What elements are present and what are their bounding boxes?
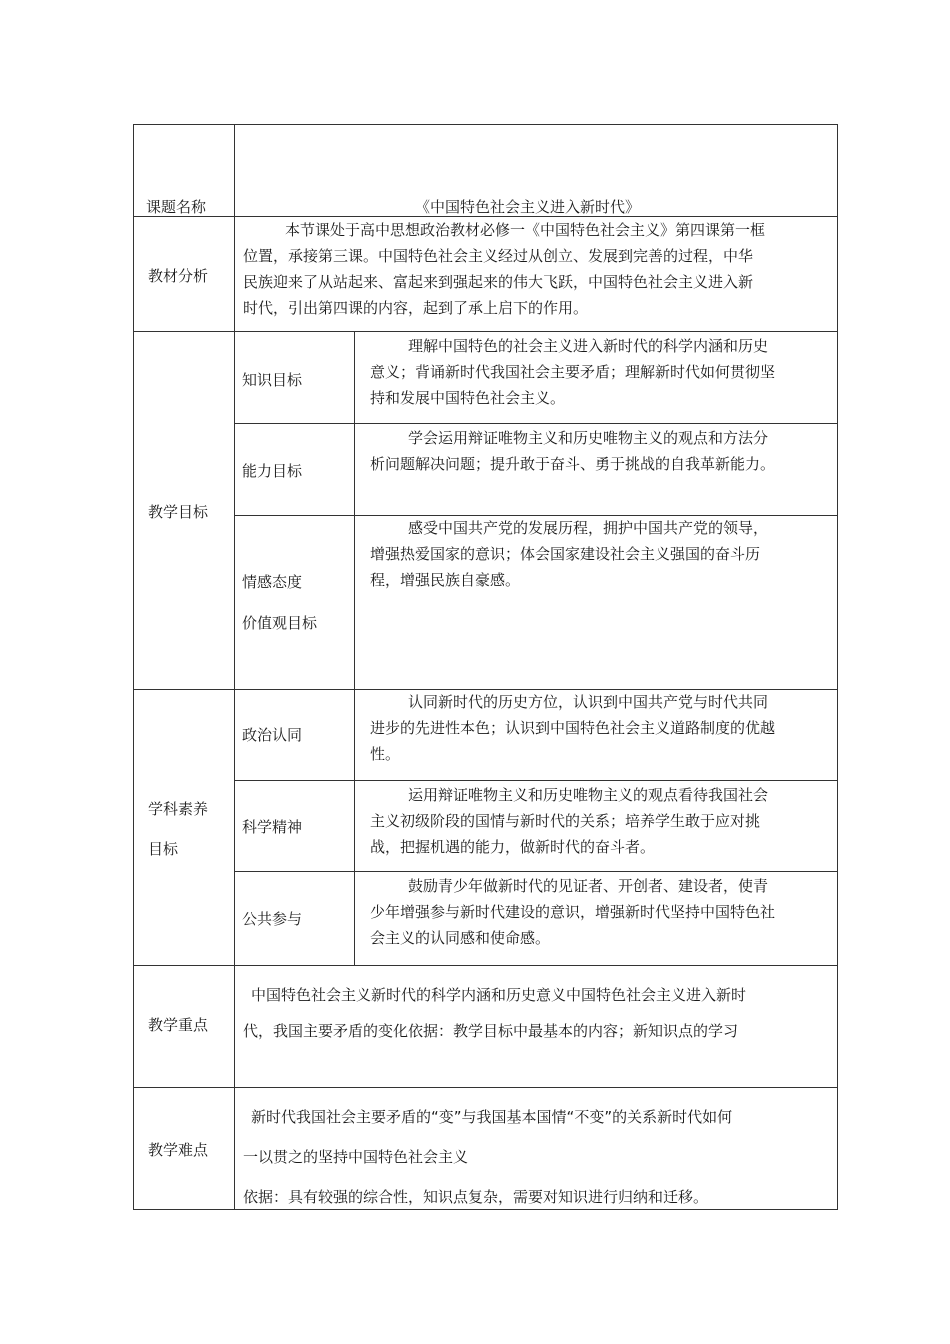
literacy-label-1: 学科素养 (148, 800, 209, 818)
row-divider (235, 423, 837, 424)
knowledge-line: 理解中国特色的社会主义进入新时代的科学内涵和历史 (408, 337, 769, 355)
emotion-goal-label-2: 价值观目标 (242, 614, 318, 632)
emotion-line: 增强热爱国家的意识；体会国家建设社会主义强国的奋斗历 (370, 545, 761, 563)
material-line: 本节课处于高中思想政治教材必修一《中国特色社会主义》第四课第一框 (285, 221, 766, 239)
literacy-label-2: 目标 (148, 840, 179, 858)
ability-line: 析问题解决问题；提升敢于奋斗、勇于挑战的自我革新能力。 (370, 455, 776, 473)
knowledge-line: 持和发展中国特色社会主义。 (370, 389, 566, 407)
key-line: 中国特色社会主义新时代的科学内涵和历史意义中国特色社会主义进入新时 (251, 986, 747, 1004)
topic-value: 《中国特色社会主义进入新时代》 (415, 198, 641, 216)
column-divider (354, 331, 355, 689)
column-divider (234, 125, 235, 1209)
science-line: 主义初级阶段的国情与新时代的关系；培养学生敢于应对挑 (370, 812, 761, 830)
key-label: 教学重点 (148, 1016, 209, 1034)
difficulty-label: 教学难点 (148, 1141, 209, 1159)
science-text (370, 782, 768, 860)
political-text (370, 689, 775, 767)
science-line: 运用辩证唯物主义和历史唯物主义的观点看待我国社会 (408, 786, 769, 804)
row-divider (235, 871, 837, 872)
political-line: 性。 (370, 745, 401, 763)
political-line: 认同新时代的历史方位，认识到中国共产党与时代共同 (408, 693, 769, 711)
knowledge-goal-text (370, 333, 775, 411)
knowledge-goal-label: 知识目标 (242, 371, 303, 389)
public-label: 公共参与 (242, 910, 303, 928)
key-line: 代，我国主要矛盾的变化依据：教学目标中最基本的内容；新知识点的学习 (243, 1022, 739, 1040)
material-line: 民族迎来了从站起来、富起来到强起来的伟大飞跃，中国特色社会主义进入新 (243, 273, 754, 291)
emotion-line: 程，增强民族自豪感。 (370, 571, 521, 589)
difficulty-line: 一以贯之的坚持中国特色社会主义 (243, 1148, 469, 1166)
material-label: 教材分析 (148, 267, 209, 285)
material-line: 时代，引出第四课的内容，起到了承上启下的作用。 (243, 299, 589, 317)
emotion-line: 感受中国共产党的发展历程，拥护中国共产党的领导， (408, 519, 769, 537)
science-line: 战，把握机遇的能力，做新时代的奋斗者。 (370, 838, 656, 856)
public-line: 鼓励青少年做新时代的见证者、开创者、建设者，使青 (408, 877, 769, 895)
row-divider (134, 965, 837, 966)
material-line: 位置，承接第三课。中国特色社会主义经过从创立、发展到完善的过程，中华 (243, 247, 754, 265)
political-label: 政治认同 (242, 726, 303, 744)
ability-line: 学会运用辩证唯物主义和历史唯物主义的观点和方法分 (408, 429, 769, 447)
emotion-goal-label-1: 情感态度 (242, 573, 303, 591)
public-line: 会主义的认同感和使命感。 (370, 929, 551, 947)
science-label: 科学精神 (242, 818, 303, 836)
ability-goal-text (370, 425, 775, 477)
column-divider (354, 689, 355, 965)
goals-label: 教学目标 (148, 503, 209, 521)
public-line: 少年增强参与新时代建设的意识，增强新时代坚持中国特色社 (370, 903, 776, 921)
public-text (370, 873, 775, 951)
difficulty-line: 依据：具有较强的综合性，知识点复杂，需要对知识进行归纳和迁移。 (243, 1188, 709, 1206)
knowledge-line: 意义；背诵新时代我国社会主要矛盾；理解新时代如何贯彻坚 (370, 363, 776, 381)
ability-goal-label: 能力目标 (242, 462, 303, 480)
key-text (243, 977, 746, 1049)
row-divider (134, 331, 837, 332)
emotion-goal-text (370, 515, 768, 593)
difficulty-text (243, 1097, 732, 1217)
topic-label: 课题名称 (146, 198, 207, 216)
political-line: 进步的先进性本色；认识到中国特色社会主义道路制度的优越 (370, 719, 776, 737)
material-text (243, 217, 765, 321)
row-divider (235, 780, 837, 781)
difficulty-line: 新时代我国社会主要矛盾的“变”与我国基本国情“不变”的关系新时代如何 (251, 1108, 733, 1126)
row-divider (134, 1087, 837, 1088)
